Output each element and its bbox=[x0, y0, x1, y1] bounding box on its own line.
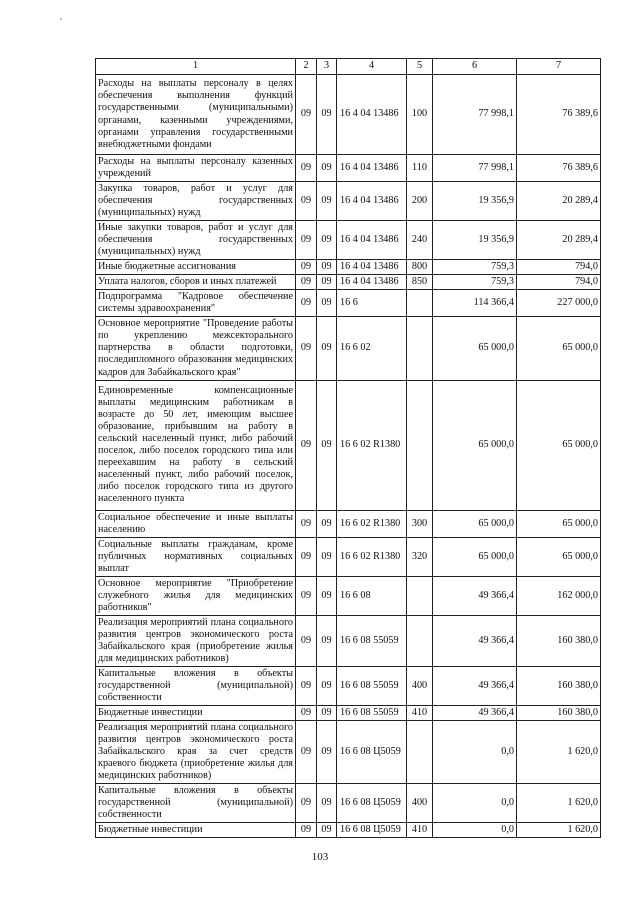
header-col-6: 6 bbox=[433, 59, 517, 75]
row-expense-type: 320 bbox=[407, 537, 433, 576]
row-section: 09 bbox=[296, 823, 317, 838]
row-expense-type bbox=[407, 317, 433, 380]
row-target-code: 16 6 08 Ц5059 bbox=[337, 784, 407, 823]
row-section: 09 bbox=[296, 784, 317, 823]
row-name: Единовременные компенсационные выплаты медицинским работникам в возрасте до 50 лет, имеющим высшее образование, прибывшим на работу в сельский населенный пункт, либо рабочий поселок, либо поселок городского типа или переехавшим на работу в сельский населенный пункт, либо рабочий поселок, либо поселок городского типа из другого населенного пункта bbox=[96, 380, 296, 510]
row-section: 09 bbox=[296, 706, 317, 721]
row-amount-2019: 77 998,1 bbox=[433, 75, 517, 155]
row-section: 09 bbox=[296, 275, 317, 290]
row-name: Расходы на выплаты персоналу казенных учреждений bbox=[96, 155, 296, 182]
scan-speck bbox=[60, 18, 62, 20]
row-expense-type bbox=[407, 615, 433, 666]
row-expense-type: 100 bbox=[407, 75, 433, 155]
row-subsection: 09 bbox=[317, 784, 337, 823]
header-col-5: 5 bbox=[407, 59, 433, 75]
row-section: 09 bbox=[296, 182, 317, 221]
row-target-code: 16 6 02 R1380 bbox=[337, 380, 407, 510]
header-col-4: 4 bbox=[337, 59, 407, 75]
table-row bbox=[96, 221, 601, 260]
row-section: 09 bbox=[296, 510, 317, 537]
row-amount-2019: 65 000,0 bbox=[433, 537, 517, 576]
row-amount-2019: 114 366,4 bbox=[433, 290, 517, 317]
table-row bbox=[96, 706, 601, 721]
row-subsection: 09 bbox=[317, 615, 337, 666]
table-row bbox=[96, 155, 601, 182]
row-name: Бюджетные инвестиции bbox=[96, 823, 296, 838]
row-name: Иные бюджетные ассигнования bbox=[96, 260, 296, 275]
row-subsection: 09 bbox=[317, 260, 337, 275]
row-name: Бюджетные инвестиции bbox=[96, 706, 296, 721]
row-amount-2019: 77 998,1 bbox=[433, 155, 517, 182]
row-amount-2019: 759,3 bbox=[433, 275, 517, 290]
table-row bbox=[96, 615, 601, 666]
row-subsection: 09 bbox=[317, 290, 337, 317]
row-subsection: 09 bbox=[317, 823, 337, 838]
row-name: Реализация мероприятий плана социального развития центров экономического роста Забайкальского края за счет средств краевого бюджета (приобретение жилья для медицинских работников) bbox=[96, 721, 296, 784]
row-amount-2019: 65 000,0 bbox=[433, 317, 517, 380]
row-subsection: 09 bbox=[317, 317, 337, 380]
table-row bbox=[96, 75, 601, 155]
row-subsection: 09 bbox=[317, 155, 337, 182]
row-amount-2020: 20 289,4 bbox=[517, 221, 601, 260]
row-amount-2019: 49 366,4 bbox=[433, 706, 517, 721]
row-subsection: 09 bbox=[317, 75, 337, 155]
row-name: Закупка товаров, работ и услуг для обеспечения государственных (муниципальных) нужд bbox=[96, 182, 296, 221]
row-section: 09 bbox=[296, 317, 317, 380]
row-amount-2020: 794,0 bbox=[517, 275, 601, 290]
row-target-code: 16 6 08 bbox=[337, 576, 407, 615]
row-amount-2020: 20 289,4 bbox=[517, 182, 601, 221]
header-col-3: 3 bbox=[317, 59, 337, 75]
row-subsection: 09 bbox=[317, 666, 337, 705]
row-target-code: 16 6 08 55059 bbox=[337, 706, 407, 721]
row-expense-type: 850 bbox=[407, 275, 433, 290]
row-subsection: 09 bbox=[317, 275, 337, 290]
row-expense-type: 410 bbox=[407, 706, 433, 721]
row-target-code: 16 6 08 Ц5059 bbox=[337, 721, 407, 784]
table-row bbox=[96, 510, 601, 537]
row-subsection: 09 bbox=[317, 510, 337, 537]
row-name: Расходы на выплаты персоналу в целях обеспечения выполнения функций государственными (муниципальными) органами, казенными учреждениями, органами управления государственными внебюджетными фондами bbox=[96, 75, 296, 155]
row-amount-2020: 160 380,0 bbox=[517, 666, 601, 705]
table-body bbox=[96, 75, 601, 838]
row-amount-2020: 160 380,0 bbox=[517, 706, 601, 721]
row-amount-2020: 162 000,0 bbox=[517, 576, 601, 615]
row-expense-type: 410 bbox=[407, 823, 433, 838]
row-section: 09 bbox=[296, 260, 317, 275]
row-expense-type: 800 bbox=[407, 260, 433, 275]
row-expense-type bbox=[407, 380, 433, 510]
row-amount-2019: 759,3 bbox=[433, 260, 517, 275]
row-subsection: 09 bbox=[317, 221, 337, 260]
row-amount-2020: 65 000,0 bbox=[517, 510, 601, 537]
row-name: Основное мероприятие "Проведение работы по укреплению межсекторального партнерства в области подготовки, последипломного образования медицинских кадров для Забайкальского края" bbox=[96, 317, 296, 380]
row-subsection: 09 bbox=[317, 537, 337, 576]
row-amount-2019: 19 356,9 bbox=[433, 221, 517, 260]
row-name: Капитальные вложения в объекты государственной (муниципальной) собственности bbox=[96, 784, 296, 823]
row-amount-2019: 49 366,4 bbox=[433, 615, 517, 666]
row-name: Социальные выплаты гражданам, кроме публичных нормативных социальных выплат bbox=[96, 537, 296, 576]
row-section: 09 bbox=[296, 155, 317, 182]
row-amount-2019: 0,0 bbox=[433, 823, 517, 838]
row-amount-2019: 19 356,9 bbox=[433, 182, 517, 221]
header-col-2: 2 bbox=[296, 59, 317, 75]
header-row bbox=[96, 59, 601, 75]
row-amount-2019: 0,0 bbox=[433, 784, 517, 823]
row-amount-2020: 76 389,6 bbox=[517, 155, 601, 182]
budget-table bbox=[95, 58, 601, 838]
table-row bbox=[96, 823, 601, 838]
table-row bbox=[96, 317, 601, 380]
row-target-code: 16 4 04 13486 bbox=[337, 221, 407, 260]
row-section: 09 bbox=[296, 721, 317, 784]
row-subsection: 09 bbox=[317, 380, 337, 510]
row-section: 09 bbox=[296, 380, 317, 510]
row-section: 09 bbox=[296, 537, 317, 576]
row-expense-type: 300 bbox=[407, 510, 433, 537]
table-row bbox=[96, 784, 601, 823]
row-name: Иные закупки товаров, работ и услуг для обеспечения государственных (муниципальных) нужд bbox=[96, 221, 296, 260]
table-row bbox=[96, 537, 601, 576]
row-target-code: 16 4 04 13486 bbox=[337, 275, 407, 290]
row-section: 09 bbox=[296, 615, 317, 666]
row-amount-2020: 1 620,0 bbox=[517, 823, 601, 838]
row-target-code: 16 4 04 13486 bbox=[337, 260, 407, 275]
row-expense-type: 200 bbox=[407, 182, 433, 221]
row-name: Социальное обеспечение и иные выплаты населению bbox=[96, 510, 296, 537]
row-expense-type bbox=[407, 721, 433, 784]
row-subsection: 09 bbox=[317, 721, 337, 784]
row-name: Уплата налогов, сборов и иных платежей bbox=[96, 275, 296, 290]
row-amount-2020: 65 000,0 bbox=[517, 317, 601, 380]
row-subsection: 09 bbox=[317, 576, 337, 615]
budget-table-container bbox=[95, 58, 600, 838]
row-target-code: 16 4 04 13486 bbox=[337, 155, 407, 182]
table-row bbox=[96, 182, 601, 221]
row-subsection: 09 bbox=[317, 706, 337, 721]
header-col-1: 1 bbox=[96, 59, 296, 75]
row-amount-2020: 794,0 bbox=[517, 260, 601, 275]
row-section: 09 bbox=[296, 576, 317, 615]
row-amount-2020: 76 389,6 bbox=[517, 75, 601, 155]
table-row bbox=[96, 290, 601, 317]
table-row bbox=[96, 380, 601, 510]
row-target-code: 16 6 08 55059 bbox=[337, 615, 407, 666]
row-amount-2020: 227 000,0 bbox=[517, 290, 601, 317]
table-row bbox=[96, 721, 601, 784]
table-row bbox=[96, 576, 601, 615]
row-expense-type: 400 bbox=[407, 784, 433, 823]
table-row bbox=[96, 275, 601, 290]
row-target-code: 16 6 02 R1380 bbox=[337, 537, 407, 576]
row-target-code: 16 6 02 bbox=[337, 317, 407, 380]
row-section: 09 bbox=[296, 290, 317, 317]
row-name: Реализация мероприятий плана социального развития центров экономического роста Забайкальского края (приобретение жилья для медицинских работников) bbox=[96, 615, 296, 666]
row-target-code: 16 6 bbox=[337, 290, 407, 317]
row-target-code: 16 6 08 55059 bbox=[337, 666, 407, 705]
row-amount-2019: 49 366,4 bbox=[433, 576, 517, 615]
row-target-code: 16 4 04 13486 bbox=[337, 182, 407, 221]
row-target-code: 16 6 08 Ц5059 bbox=[337, 823, 407, 838]
header-col-7: 7 bbox=[517, 59, 601, 75]
row-amount-2019: 0,0 bbox=[433, 721, 517, 784]
row-amount-2020: 1 620,0 bbox=[517, 784, 601, 823]
row-amount-2020: 160 380,0 bbox=[517, 615, 601, 666]
row-name: Основное мероприятие "Приобретение служебного жилья для медицинских работников" bbox=[96, 576, 296, 615]
row-target-code: 16 4 04 13486 bbox=[337, 75, 407, 155]
row-expense-type bbox=[407, 290, 433, 317]
row-section: 09 bbox=[296, 221, 317, 260]
row-amount-2020: 65 000,0 bbox=[517, 537, 601, 576]
row-amount-2020: 1 620,0 bbox=[517, 721, 601, 784]
row-target-code: 16 6 02 R1380 bbox=[337, 510, 407, 537]
row-name: Подпрограмма "Кадровое обеспечение системы здравоохранения" bbox=[96, 290, 296, 317]
row-expense-type: 110 bbox=[407, 155, 433, 182]
row-section: 09 bbox=[296, 75, 317, 155]
table-row bbox=[96, 260, 601, 275]
page-number: 103 bbox=[311, 851, 329, 863]
row-expense-type: 400 bbox=[407, 666, 433, 705]
row-amount-2019: 49 366,4 bbox=[433, 666, 517, 705]
table-row bbox=[96, 666, 601, 705]
row-expense-type: 240 bbox=[407, 221, 433, 260]
row-amount-2020: 65 000,0 bbox=[517, 380, 601, 510]
row-amount-2019: 65 000,0 bbox=[433, 380, 517, 510]
row-name: Капитальные вложения в объекты государственной (муниципальной) собственности bbox=[96, 666, 296, 705]
row-subsection: 09 bbox=[317, 182, 337, 221]
row-section: 09 bbox=[296, 666, 317, 705]
row-expense-type bbox=[407, 576, 433, 615]
row-amount-2019: 65 000,0 bbox=[433, 510, 517, 537]
